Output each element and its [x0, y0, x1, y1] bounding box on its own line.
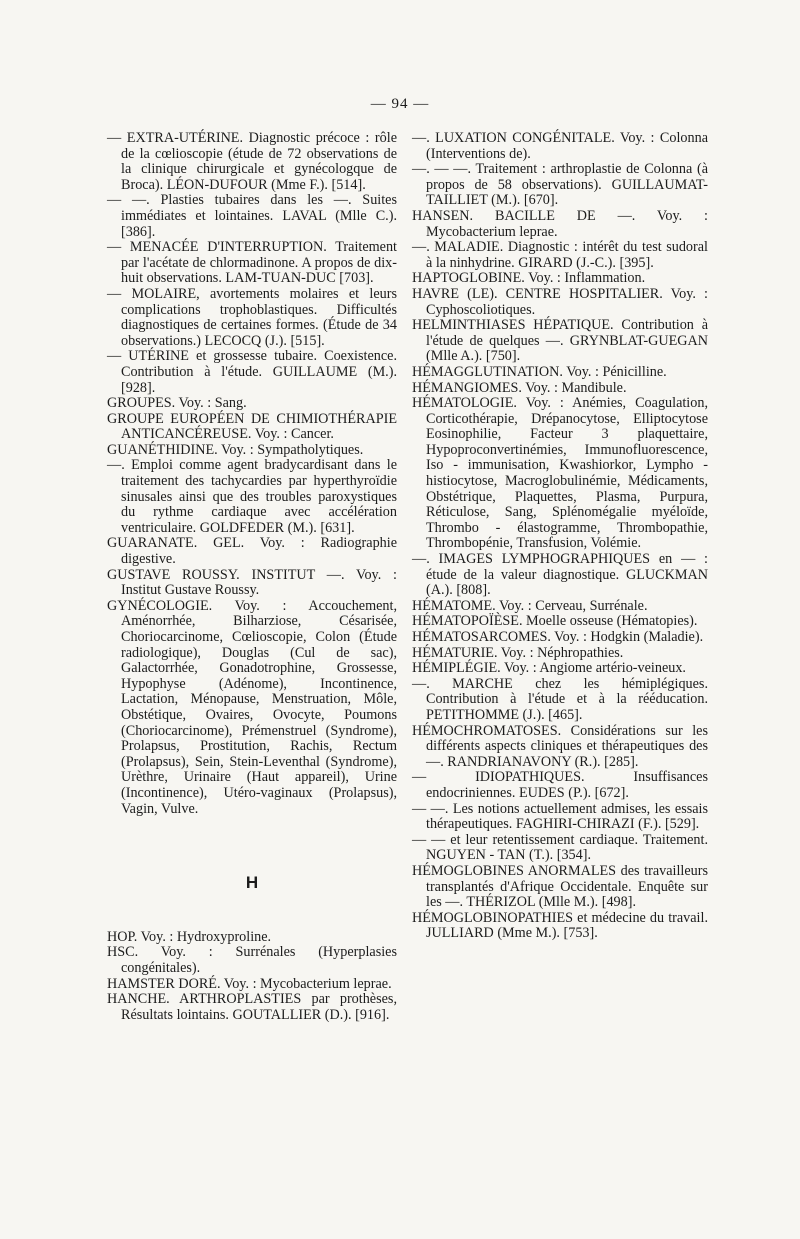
index-entry: HÉMOGLOBINOPATHIES et médecine du travail. JULLIARD (Mme M.). [753].: [412, 909, 708, 942]
index-entry: HÉMANGIOMES. Voy. : Mandibule.: [412, 379, 627, 396]
index-entry: HANCHE. ARTHROPLASTIES par prothèses, Résultats lointains. GOUTALLIER (D.). [916].: [107, 991, 397, 1023]
index-entry: — —. Plasties tubaires dans les —. Suites immédiates et lointaines. LAVAL (Mlle C.). [386].: [107, 192, 397, 240]
index-entry: — MENACÉE D'INTERRUPTION. Traitement par l'acétate de chlormadinone. A propos de dix-huit observations. LAM-TUAN-DUC [703].: [107, 239, 397, 287]
index-entry: HÉMATOLOGIE. Voy. : Anémies, Coagulation, Corticothérapie, Drépanocytose, Elliptocytose Eosinophilie, Facteur 3 plaquettaire, Hypoproconvertinémies, Immunofluorescence, Iso - immunisation, Kwashiorkor, Lympho - histiocytose, Macroglobulinémie, Médicaments, Obstétrique, Plaquettes, Plasma, Purpura, Réticulose, Sang, Splénomégalie myéloïde, Thrombo - élastogramme, Thrombopathie, Thrombopénie, Transfusion, Volémie.: [412, 395, 708, 552]
index-entry: —. LUXATION CONGÉNITALE. Voy. : Colonna (Interventions de).: [412, 130, 708, 162]
index-entry: HÉMIPLÉGIE. Voy. : Angiome artério-veineux.: [412, 660, 686, 677]
index-entry: — IDIOPATHIQUES. Insuffisances endocriniennes. EUDES (P.). [672].: [412, 769, 708, 801]
index-entry: GROUPES. Voy. : Sang.: [107, 395, 247, 412]
index-entry: — —. Les notions actuellement admises, les essais thérapeutiques. FAGHIRI-CHIRAZI (F.). [529].: [412, 800, 708, 833]
index-entry: — EXTRA-UTÉRINE. Diagnostic précoce : rôle de la cœlioscopie (étude de 72 observations de la clinique chirurgicale et gynécologque de Broca). LÉON-DUFOUR (Mme F.). [514].: [107, 130, 397, 193]
index-entry: HAMSTER DORÉ. Voy. : Mycobacterium leprae.: [107, 975, 392, 992]
index-entry: HÉMATURIE. Voy. : Néphropathies.: [412, 644, 624, 661]
index-entry: HÉMOCHROMATOSES. Considérations sur les différents aspects cliniques et thérapeutiques des —. RANDRIANAVONY (R.). [285].: [412, 722, 708, 770]
index-entry: —. IMAGES LYMPHOGRAPHIQUES en — : étude de la valeur diagnostique. GLUCKMAN (A.). [808].: [412, 551, 708, 599]
index-entry: GYNÉCOLOGIE. Voy. : Accouchement, Aménorrhée, Bilharziose, Césarisée, Choriocarcinome, Cœlioscopie, Colon (Étude radiologique), Douglas (Cul de sac), Galactorrhée, Gonadotrophine, Grossesse, Hypophyse (Adénome), Incontinence, Lactation, Ménopause, Menstruation, Môle, Obstétique, Ovaires, Ovocyte, Poumons (Choriocarcinome), Prémenstruel (Syndrome), Prolapsus, Prostitution, Rachis, Rectum (Prolapsus), Sein, Stein-Leventhal (Syndrome), Urèthre, Urinaire (Haut appareil), Urine (Incontinence), Utéro-vaginaux (Prolapsus), Vagin, Vulve.: [107, 597, 397, 817]
index-entry: GUARANATE. GEL. Voy. : Radiographie digestive.: [107, 535, 397, 568]
index-entry: HÉMATOPOÏÈSE. Moelle osseuse (Hématopies).: [412, 613, 698, 630]
index-entry: HÉMOGLOBINES ANORMALES des travailleurs transplantés d'Afrique Occidentale. Enquête sur les —. THÉRIZOL (Mlle M.). [498].: [412, 862, 708, 911]
index-entry: HANSEN. BACILLE DE —. Voy. : Mycobacterium leprae.: [412, 207, 708, 240]
index-entry: — — et leur retentissement cardiaque. Traitement. NGUYEN - TAN (T.). [354].: [412, 831, 708, 864]
left-column: [107, 131, 397, 1023]
index-entry: —. — —. Traitement : arthroplastie de Colonna (à propos de 58 observations). GUILLAUMAT-TAILLIET (M.). [670].: [412, 161, 708, 209]
index-entry: GUSTAVE ROUSSY. INSTITUT —. Voy. : Institut Gustave Roussy.: [107, 566, 397, 599]
index-entry: HOP. Voy. : Hydroxyproline.: [107, 928, 272, 945]
index-entry: —. MARCHE chez les hémiplégiques. Contribution à l'étude et à la rééducation. PETITHOMME (J.). [465].: [412, 675, 708, 723]
index-entry: GROUPE EUROPÉEN DE CHIMIOTHÉRAPIE ANTICANCÉREUSE. Voy. : Cancer.: [107, 410, 397, 443]
section-letter-heading: H: [245, 873, 259, 893]
index-entry: HELMINTHIASES HÉPATIQUE. Contribution à l'étude de quelques —. GRYNBLAT-GUEGAN (Mlle A.). [750].: [412, 317, 708, 365]
index-entry: HÉMATOSARCOMES. Voy. : Hodgkin (Maladie).: [412, 629, 704, 645]
index-entry: HÉMATOME. Voy. : Cerveau, Surrénale.: [412, 597, 648, 614]
index-entry: HÉMAGGLUTINATION. Voy. : Pénicilline.: [412, 363, 667, 380]
index-entry: HAPTOGLOBINE. Voy. : Inflammation.: [412, 270, 646, 287]
index-entry: HSC. Voy. : Surrénales (Hyperplasies congénitales).: [107, 944, 397, 976]
page-number: — 94 —: [370, 96, 430, 112]
index-entry: —. MALADIE. Diagnostic : intérêt du test sudoral à la ninhydrine. GIRARD (J.-C.). [395].: [412, 239, 708, 271]
index-entry: GUANÉTHIDINE. Voy. : Sympatholytiques.: [107, 441, 364, 458]
index-entry: — UTÉRINE et grossesse tubaire. Coexistence. Contribution à l'étude. GUILLAUME (M.). [928].: [107, 348, 397, 396]
index-entry: HAVRE (LE). CENTRE HOSPITALIER. Voy. : Cyphoscoliotiques.: [412, 285, 708, 318]
right-column: [412, 131, 708, 942]
index-entry: —. Emploi comme agent bradycardisant dans le traitement des tachycardies par hyperthyroïdie sinusales ainsi que des troubles paroxystiques du rythme cardiaque avec accélération ventriculaire. GOLDFEDER (M.). [631].: [107, 457, 397, 536]
index-entry: — MOLAIRE, avortements molaires et leurs complications trophoblastiques. Difficultés diagnostiques de certaines formes. (Étude de 34 observations.) LECOCQ (J.). [515].: [107, 285, 397, 349]
